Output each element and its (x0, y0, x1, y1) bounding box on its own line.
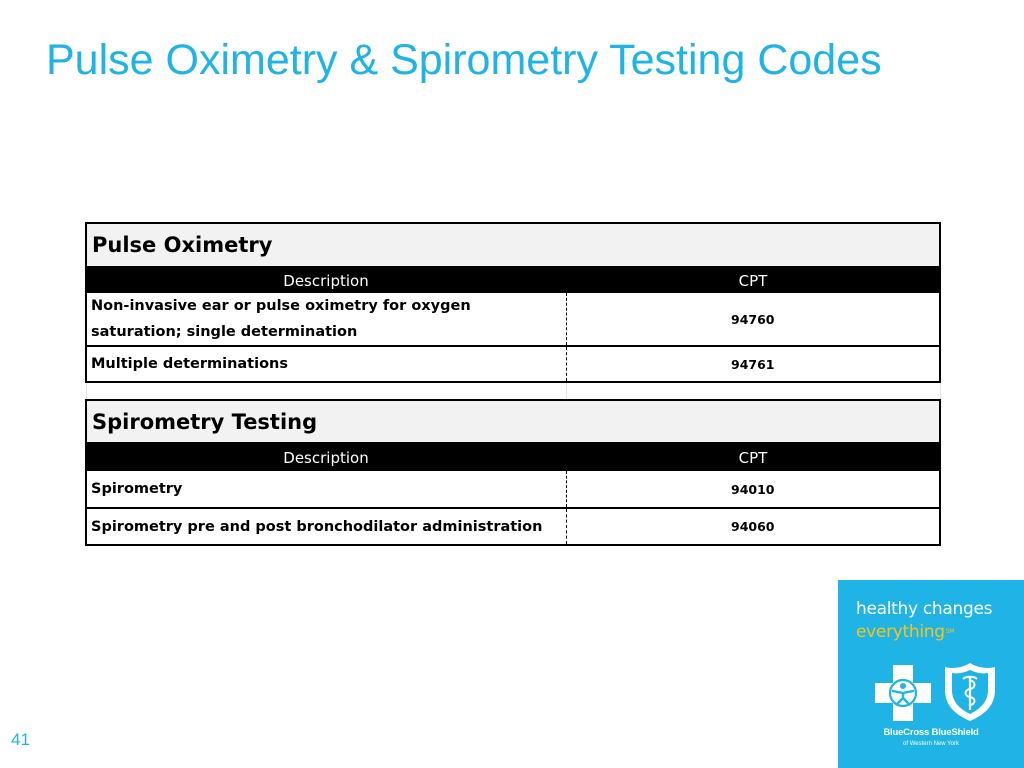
row-cpt-code: 94761 (566, 346, 940, 382)
row-cpt-code: 94010 (566, 471, 940, 508)
row-cpt-code: 94760 (566, 293, 940, 346)
column-header-row (86, 443, 940, 471)
table-row (86, 346, 940, 382)
table-row (86, 471, 940, 508)
brand-logo (838, 580, 1024, 768)
brand-name: BlueCross BlueShield (883, 727, 979, 738)
pulse-oximetry-section-title: Pulse Oximetry (86, 223, 940, 267)
row-description: Multiple determinations (86, 346, 566, 382)
tagline-word: everything (856, 622, 945, 642)
tagline-line-2 (856, 621, 954, 643)
service-mark: SM (945, 628, 955, 635)
pulse-oximetry-table (85, 222, 941, 403)
column-header-row (86, 267, 940, 293)
tagline-line-1: healthy changes (856, 599, 993, 619)
slide-title: Pulse Oximetry & Spirometry Testing Codes (46, 36, 882, 84)
row-cpt-code: 94060 (566, 508, 940, 545)
row-description: Non-invasive ear or pulse oximetry for oxygen saturation; single determination (86, 293, 566, 346)
row-description: Spirometry pre and post bronchodilator administration (86, 508, 566, 545)
row-description: Spirometry (86, 471, 566, 508)
spirometry-section-title: Spirometry Testing (86, 400, 940, 443)
cpt-column-header: CPT (566, 267, 940, 293)
section-title-row (86, 223, 940, 267)
description-column-header: Description (86, 267, 566, 293)
cpt-column-header: CPT (566, 443, 940, 471)
shield-icon (944, 662, 996, 722)
spirometry-table (85, 399, 941, 546)
cross-icon (874, 664, 932, 722)
section-title-row (86, 400, 940, 443)
table-row (86, 293, 940, 346)
description-column-header: Description (86, 443, 566, 471)
slide-number: 41 (11, 730, 30, 749)
brand-region: of Western New York (903, 741, 959, 747)
table-row (86, 508, 940, 545)
